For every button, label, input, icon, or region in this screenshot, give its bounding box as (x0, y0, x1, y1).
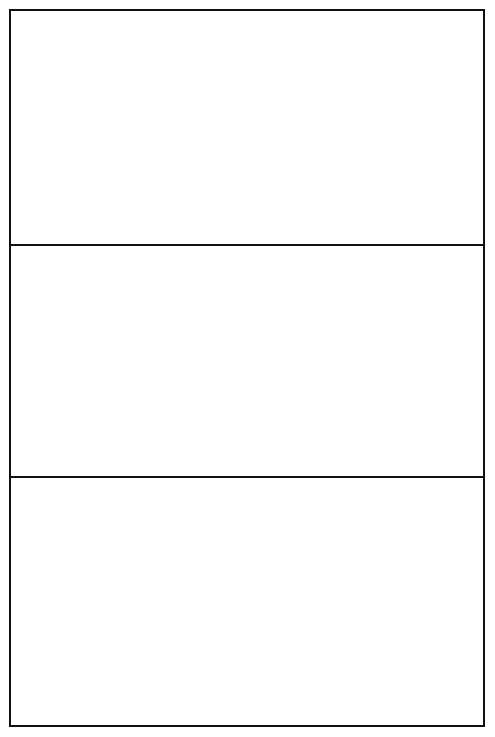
section-divider-lower (9, 476, 485, 478)
page-border (9, 9, 485, 727)
section-divider-upper (9, 244, 485, 246)
